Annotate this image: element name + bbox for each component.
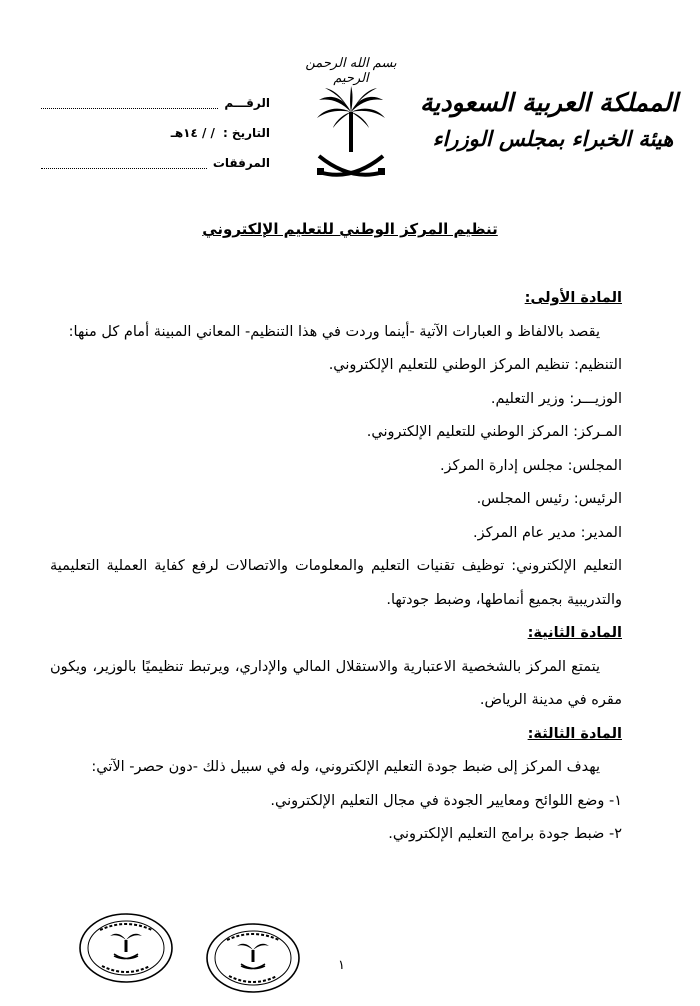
date-label: التاريخ : — [222, 126, 270, 140]
definition-item: المجلس: مجلس إدارة المركز. — [439, 457, 622, 474]
authority-name: هيئة الخبراء بمجلس الوزراء — [432, 126, 674, 151]
document-title: تنظيم المركز الوطني للتعليم الإلكتروني — [202, 220, 498, 238]
article-3-heading: المادة الثالثة: — [527, 725, 622, 742]
article-3-item: ٢- ضبط جودة برامج التعليم الإلكتروني. — [388, 826, 622, 842]
attachments-field — [35, 156, 270, 170]
date-field — [35, 126, 270, 140]
attachments-label: المرفقات — [212, 156, 270, 170]
basmala: بسم الله الرحمن الرحيم — [305, 56, 397, 86]
definition-item: المدير: مدير عام المركز. — [473, 524, 622, 541]
article-1-intro: يقصد بالالفاظ و العبارات الآتية -أينما وردت في هذا التنظيم- المعاني المبينة أمام كل منها: — [68, 323, 600, 340]
document-body — [50, 282, 622, 852]
definition-item: الرئيس: رئيس المجلس. — [476, 491, 622, 507]
article-2-text: يتمتع المركز بالشخصية الاعتبارية والاستقلال المالي والإداري، ويرتبط تنظيميًا بالوزير، ويكون مقره في مدينة الرياض. — [50, 658, 622, 708]
page-number: ١ — [338, 958, 345, 973]
definition-item: التعليم الإلكتروني: توظيف تقنيات التعليم والمعلومات والاتصالات لرفع كفاية العملية التعليمية والتدريبية بجميع أنماطها، وضبط جودتها. — [50, 558, 622, 608]
general-secretariat-stamp — [78, 900, 174, 996]
article-2-heading: المادة الثانية: — [527, 625, 622, 641]
number-line — [41, 98, 218, 109]
article-3-intro: يهدف المركز إلى ضبط جودة التعليم الإلكتروني، وله في سبيل ذلك -دون حصر- الآتي: — [91, 759, 600, 775]
article-1-heading: المادة الأولى: — [524, 290, 622, 306]
definition-item: المـركز: المركز الوطني للتعليم الإلكتروني. — [366, 424, 622, 440]
number-label: الرقـــم — [224, 96, 270, 110]
experts-commission-stamp — [205, 910, 301, 1006]
definition-item: التنظيم: تنظيم المركز الوطني للتعليم الإلكتروني. — [328, 357, 622, 373]
palm-swords-emblem — [315, 86, 387, 184]
article-3-item: ١- وضع اللوائح ومعايير الجودة في مجال التعليم الإلكتروني. — [270, 792, 622, 809]
definition-item: الوزيـــر: وزير التعليم. — [490, 390, 622, 407]
number-field — [35, 96, 270, 110]
date-value: / / ١٤هـ — [170, 126, 215, 140]
attachments-line — [41, 158, 207, 169]
kingdom-name: المملكة العربية السعودية — [419, 88, 678, 117]
